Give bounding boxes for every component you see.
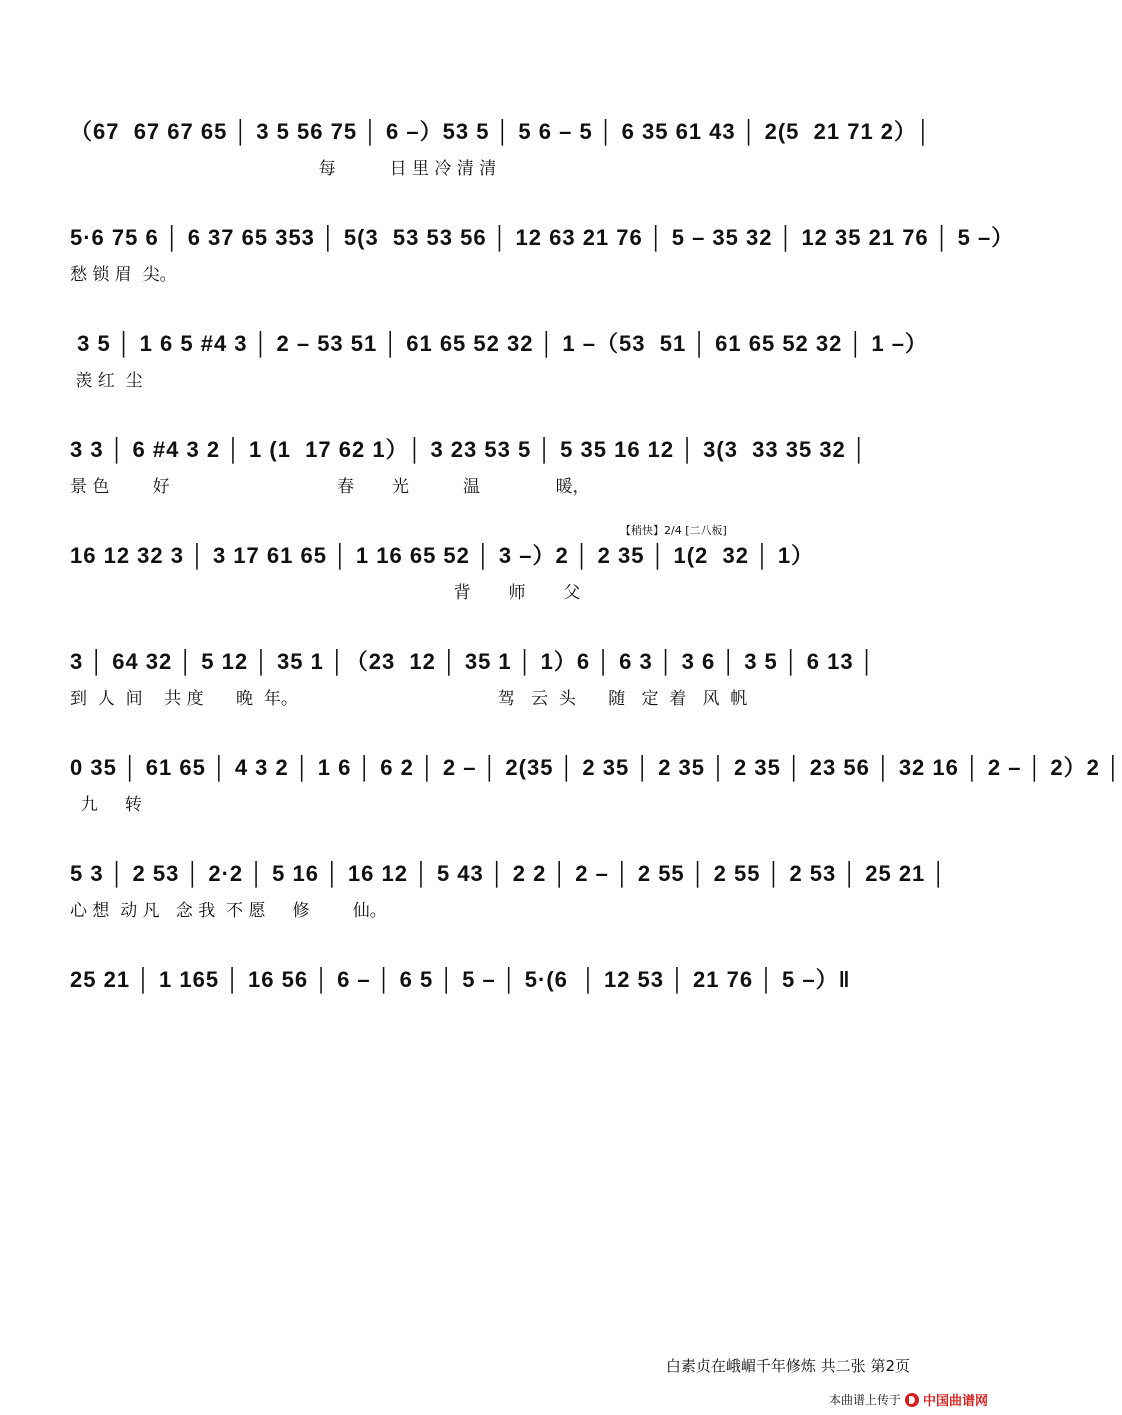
lyrics-line: 每 日 里 冷 清 清 [70, 159, 497, 179]
lyrics-line: 到 人 间 共 度 晚 年。 驾 云 头 随 定 着 风 帆 [70, 689, 748, 709]
notation-line: 0 35 │ 61 65 │ 4 3 2 │ 1 6 │ 6 2 │ 2 – │ 2(35 │ 2 35 │ 2 35 │ 2 35 │ 23 56 │ 32 16 │ 2 – │ 2）2 │ [70, 755, 1122, 780]
notation-line: 16 12 32 3 │ 3 17 61 65 │ 1 16 65 52 │ 3 –）2 │ 2 35 │ 1(2 32 │ 1） [70, 543, 815, 568]
site-name[interactable]: 中国曲谱网 [922, 1394, 988, 1409]
lyrics-line: 羡 红 尘 [70, 371, 143, 391]
notation-line: 3 │ 64 32 │ 5 12 │ 35 1 │（23 12 │ 35 1 │ 1）6 │ 6 3 │ 3 6 │ 3 5 │ 6 13 │ [70, 649, 876, 674]
lyrics-line: 景 色 好 春 光 温 暖， [70, 477, 590, 497]
notation-line: （67 67 67 65 │ 3 5 56 75 │ 6 –）53 5 │ 5 6 – 5 │ 6 35 61 43 │ 2(5 21 71 2）│ [70, 119, 932, 144]
notation-line: 3 3 │ 6 #4 3 2 │ 1 (1 17 62 1）│ 3 23 53 5 │ 5 35 16 12 │ 3(3 33 35 32 │ [70, 437, 868, 462]
upload-credit [829, 1390, 988, 1409]
notation-line: 3 5 │ 1 6 5 #4 3 │ 2 – 53 51 │ 61 65 52 32 │ 1 –（53 51 │ 61 65 52 32 │ 1 –） [70, 331, 928, 356]
page-footer-title: 白素贞在峨嵋千年修炼 共二张 第2页 [665, 1357, 910, 1375]
lyrics-line: 心 想 动 凡 念 我 不 愿 修 仙。 [70, 901, 387, 921]
notation-line: 5 3 │ 2 53 │ 2·2 │ 5 16 │ 16 12 │ 5 43 │ 2 2 │ 2 – │ 2 55 │ 2 55 │ 2 53 │ 25 21 │ [70, 861, 948, 886]
notation-line: 25 21 │ 1 165 │ 16 56 │ 6 – │ 6 5 │ 5 – │ 5·(6 │ 12 53 │ 21 76 │ 5 –）‖ [70, 967, 851, 992]
lyrics-line: 九 转 [70, 795, 142, 815]
notation-line: 5·6 75 6 │ 6 37 65 353 │ 5(3 53 53 56 │ 12 63 21 76 │ 5 – 35 32 │ 12 35 21 76 │ 5 –） [70, 225, 1015, 250]
lyrics-line: 愁 锁 眉 尖。 [70, 265, 177, 285]
site-logo-icon [905, 1393, 919, 1407]
lyrics-line: 背 师 父 [70, 583, 581, 603]
tempo-marking: 【稍快】2/4 [二八板] [620, 524, 727, 537]
upload-text: 本曲谱上传于 [828, 1393, 901, 1407]
